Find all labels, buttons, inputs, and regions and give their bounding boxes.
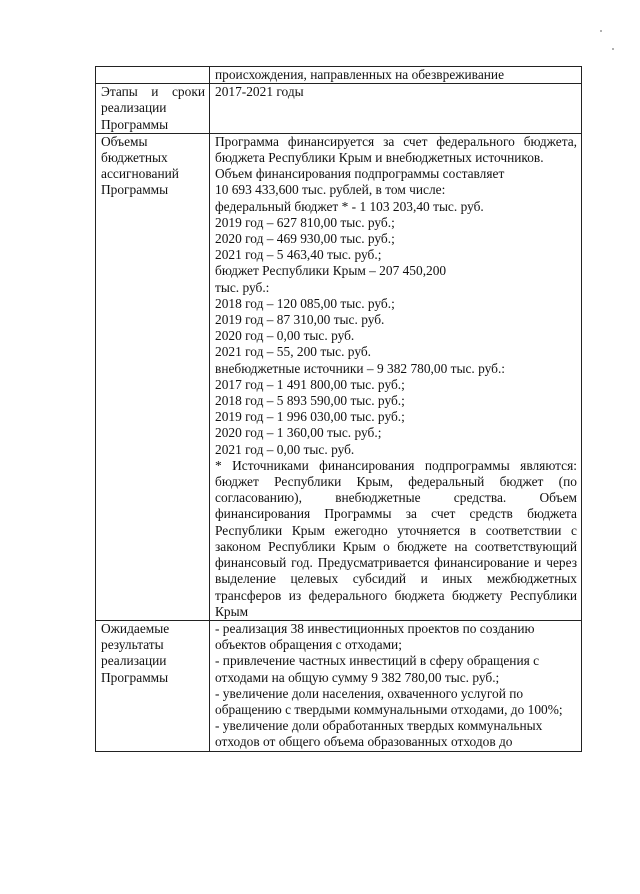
content-line: Объем финансирования подпрограммы составляет — [215, 166, 505, 182]
content-line: происхождения, направленных на обезвреживание — [215, 67, 505, 82]
content-line: 2017 год – 1 491 800,00 тыс. руб.; — [215, 376, 405, 392]
content-line: 2017-2021 годы — [215, 84, 304, 100]
content-line: 2020 год – 469 930,00 тыс. руб.; — [215, 231, 395, 247]
result-item: - привлечение частных инвестиций в сферу обращения с отходами на общую сумму 9 382 780,00 тыс. руб.; — [215, 653, 540, 685]
result-item: - увеличение доли населения, охваченного услугой по обращению с твердыми коммунальными отходами, до 100%; — [215, 685, 563, 717]
content-line: внебюджетные источники – 9 382 780,00 тыс. руб.: — [215, 360, 506, 376]
row-content — [210, 84, 582, 134]
funding-footnote: * Источниками финансирования подпрограммы являются: бюджет Республики Крым, федеральный бюджет (по согласованию), внебюджетные средства. Объем финансирования Программы за счет средств бюджета Республики Крым ежегодно уточняется в соответствии с законом Республики Крым о бюджете на соответствующий финансовый год. Предусматривается финансирование и через выделение целевых субсидий и иных межбюджетных трансферов из федерального бюджета бюджету Республики Крым — [215, 457, 577, 619]
table-row — [96, 67, 582, 84]
row-label: Этапы и сроки реализации Программы — [96, 84, 210, 134]
content-line: 2021 год – 0,00 тыс. руб. — [215, 441, 355, 457]
content-line: 2018 год – 120 085,00 тыс. руб.; — [215, 295, 395, 311]
row-content — [210, 67, 582, 84]
content-line: 2020 год – 1 360,00 тыс. руб.; — [215, 425, 382, 441]
content-line: 2018 год – 5 893 590,00 тыс. руб.; — [215, 393, 405, 409]
table-row — [96, 84, 582, 134]
content-line: 2019 год – 87 310,00 тыс. руб. — [215, 312, 385, 328]
content-line: тыс. руб.: — [215, 279, 270, 295]
content-line: 2021 год – 5 463,40 тыс. руб.; — [215, 247, 382, 263]
result-item: - увеличение доли обработанных твердых коммунальных отходов от общего объема образованных отходов до — [215, 718, 543, 750]
row-label: Ожидаемые результаты реализации Программы — [96, 620, 210, 751]
content-line: 2020 год – 0,00 тыс. руб. — [215, 328, 355, 344]
scan-speck — [612, 48, 614, 50]
row-content — [210, 133, 582, 620]
result-item: - реализация 38 инвестиционных проектов по созданию объектов обращения с отходами; — [215, 620, 535, 653]
content-line: бюджет Республики Крым – 207 450,200 — [215, 263, 447, 279]
row-label — [96, 67, 210, 84]
scan-speck — [600, 30, 602, 32]
table-row — [96, 133, 582, 620]
content-line: 10 693 433,600 тыс. рублей, в том числе: — [215, 182, 446, 198]
passport-table — [95, 66, 582, 752]
row-label: Объемы бюджетных ассигнований Программы — [96, 133, 210, 620]
table-row — [96, 620, 582, 751]
row-content — [210, 620, 582, 751]
content-line: 2019 год – 627 810,00 тыс. руб.; — [215, 214, 395, 230]
content-line: 2019 год – 1 996 030,00 тыс. руб.; — [215, 409, 405, 425]
funding-intro: Программа финансируется за счет федерального бюджета, бюджета Республики Крым и внебюджетных источников. — [215, 133, 577, 166]
content-line: федеральный бюджет * - 1 103 203,40 тыс. руб. — [215, 198, 484, 214]
content-line: 2021 год – 55, 200 тыс. руб. — [215, 344, 372, 360]
